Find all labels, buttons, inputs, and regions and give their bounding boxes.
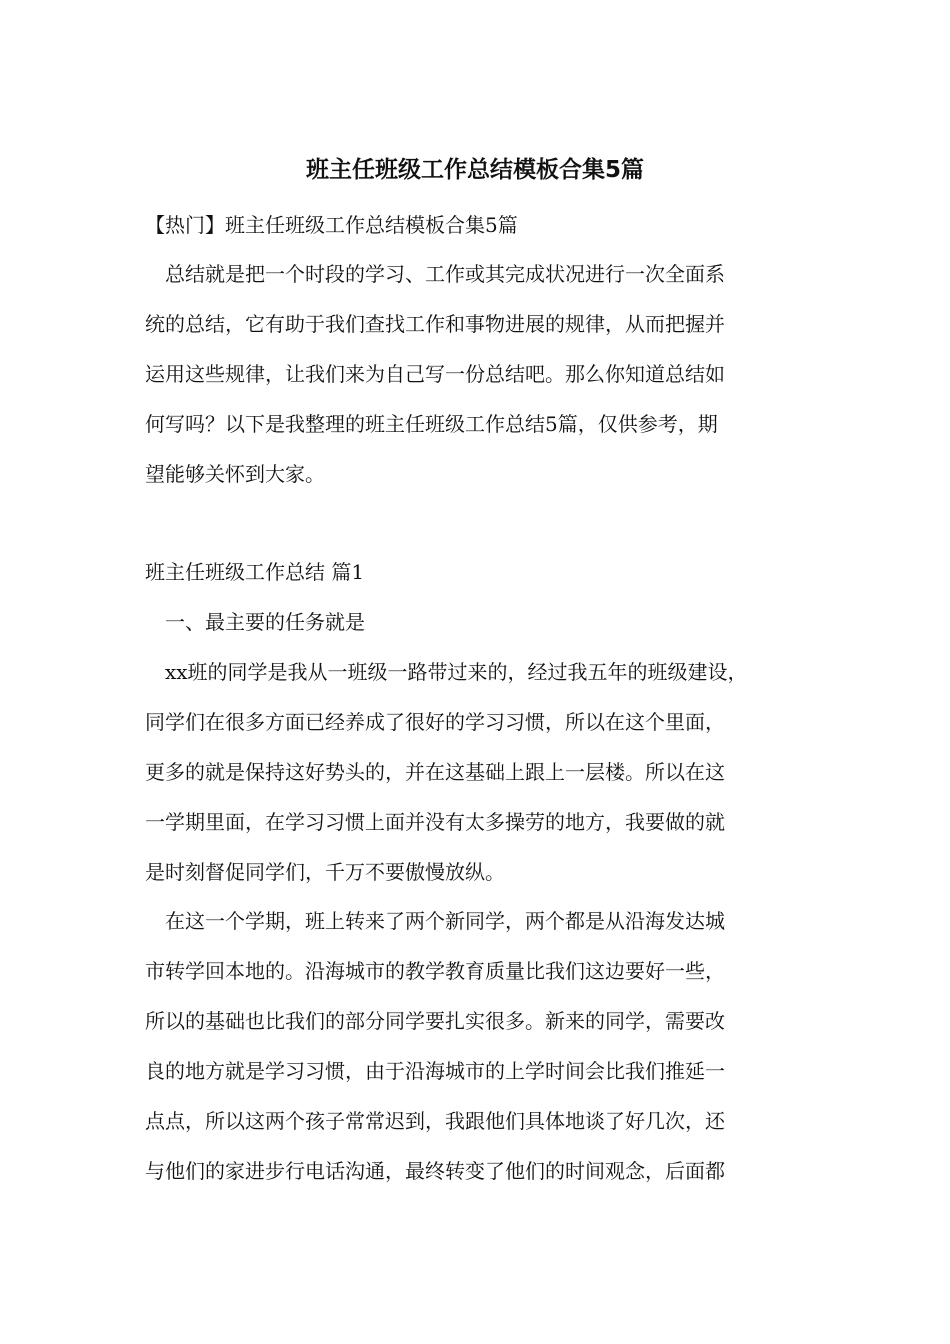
intro-line: 何写吗？以下是我整理的班主任班级工作总结5篇，仅供参考，期 [145,412,718,436]
intro-line: 望能够关怀到大家。 [145,462,325,486]
paragraph-line: 良的地方就是学习习惯，由于沿海城市的上学时间会比我们推延一 [145,1059,725,1083]
paragraph-line: 是时刻督促同学们，千万不要傲慢放纵。 [145,860,505,884]
document-subtitle: 【热门】班主任班级工作总结模板合集5篇 [145,213,518,237]
intro-line: 统的总结，它有助于我们查找工作和事物进展的规律，从而把握并 [145,312,725,336]
paragraph-line: xx班的同学是我从一班级一路带过来的，经过我五年的班级建设， [145,660,748,684]
paragraph-line: 一学期里面，在学习习惯上面并没有太多操劳的地方，我要做的就 [145,810,725,834]
item-heading: 一、最主要的任务就是 [145,610,365,634]
paragraph-line: 在这一个学期，班上转来了两个新同学，两个都是从沿海发达城 [145,909,725,933]
section-heading: 班主任班级工作总结 篇1 [145,560,365,584]
intro-line: 总结就是把一个时段的学习、工作或其完成状况进行一次全面系 [145,262,725,286]
document-title: 班主任班级工作总结模板合集5篇 [305,157,644,183]
paragraph-line: 所以的基础也比我们的部分同学要扎实很多。新来的同学，需要改 [145,1009,725,1033]
paragraph-line: 同学们在很多方面已经养成了很好的学习习惯，所以在这个里面， [145,710,725,734]
paragraph-line: 更多的就是保持这好势头的，并在这基础上跟上一层楼。所以在这 [145,760,725,784]
intro-line: 运用这些规律，让我们来为自己写一份总结吧。那么你知道总结如 [145,362,725,386]
paragraph-line: 与他们的家进步行电话沟通，最终转变了他们的时间观念，后面都 [145,1159,725,1183]
paragraph-line: 市转学回本地的。沿海城市的教学教育质量比我们这边要好一些， [145,959,725,983]
paragraph-line: 点点，所以这两个孩子常常迟到，我跟他们具体地谈了好几次，还 [145,1109,725,1133]
